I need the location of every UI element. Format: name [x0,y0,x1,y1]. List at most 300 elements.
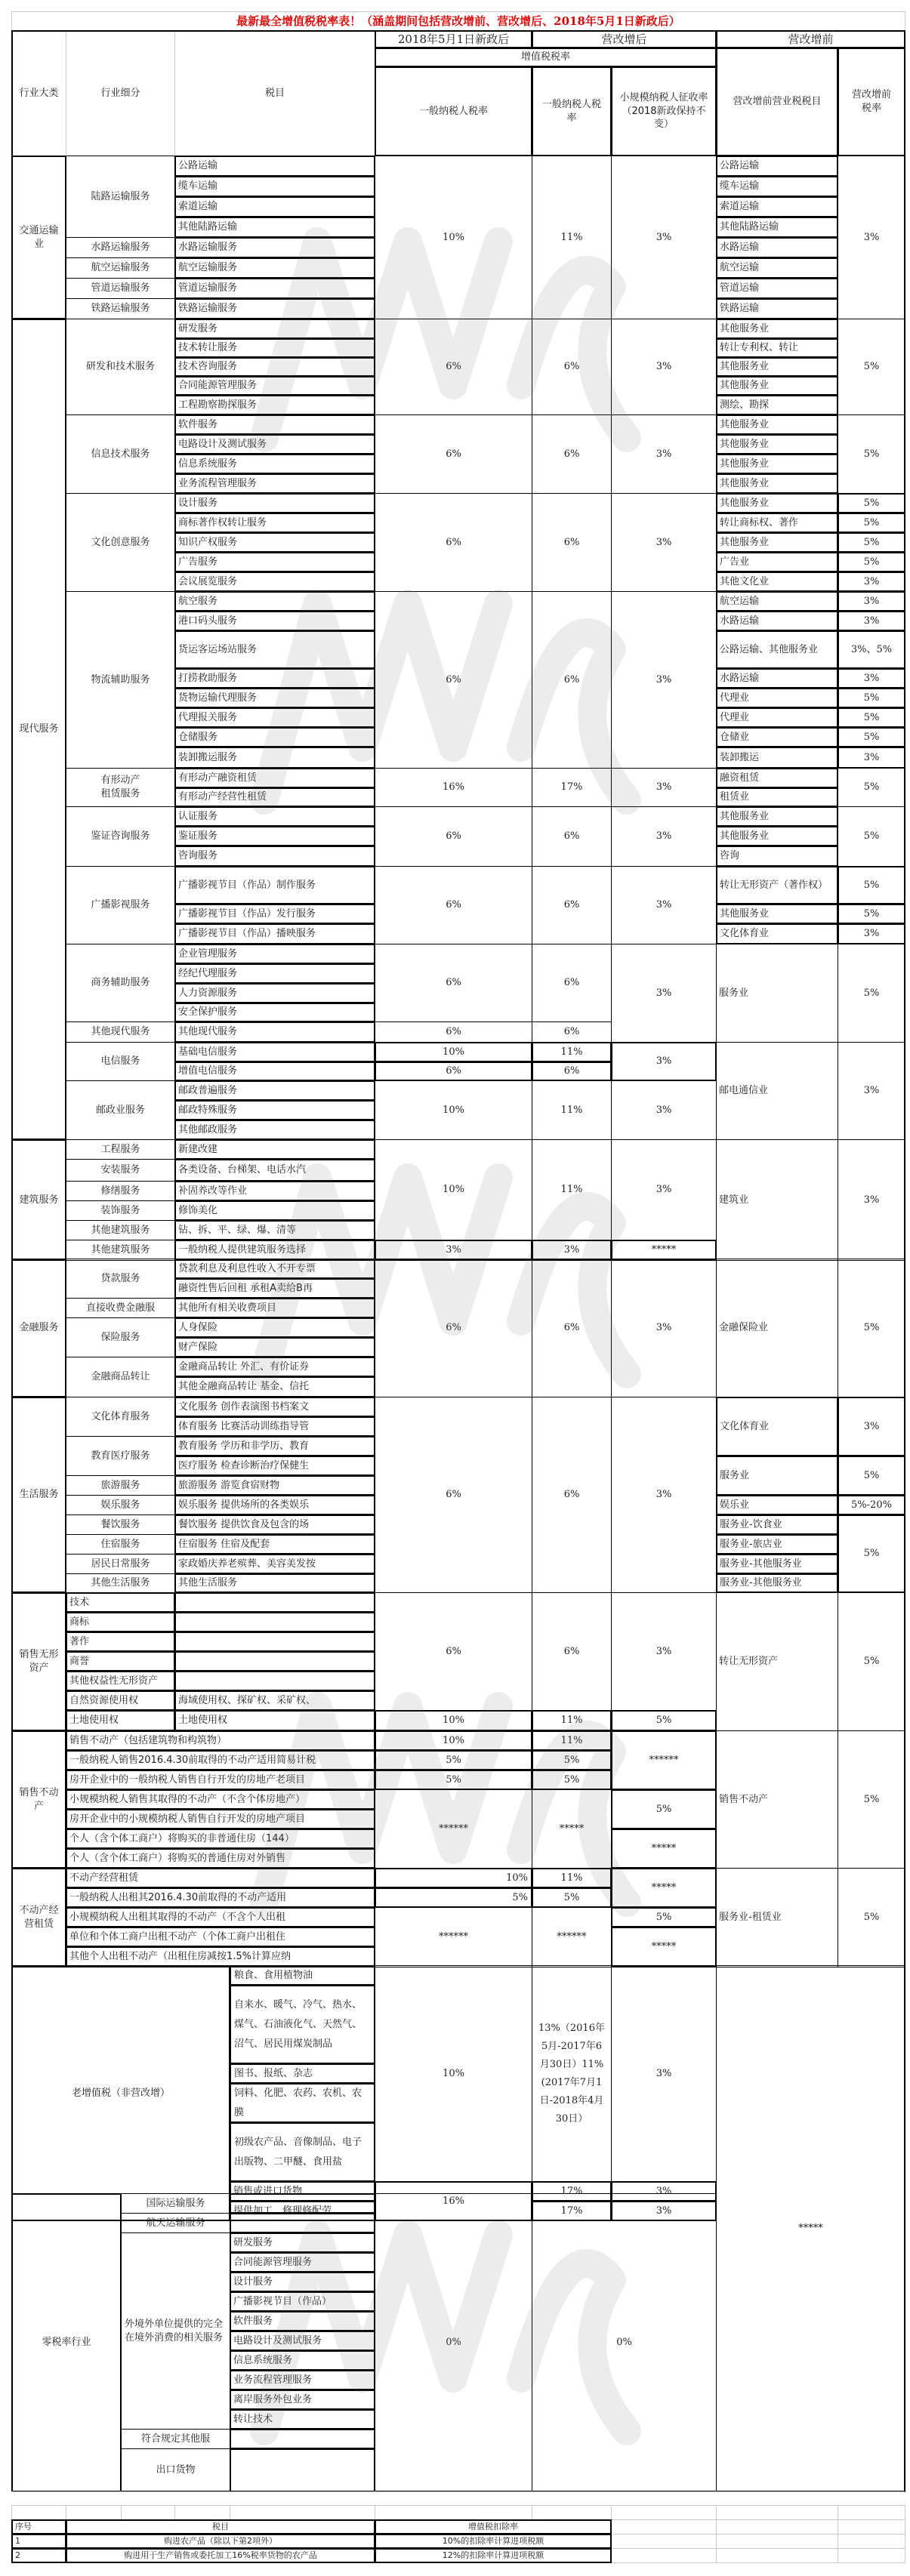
item-cell: 新建改建 [174,1139,375,1160]
rate-after: 0% [532,2193,717,2492]
item-cell: 知识产权服务 [174,532,375,553]
before-item: 其他服务业 [716,434,838,454]
rate-new: 6% [375,319,532,415]
before-rate: 3% [838,923,905,944]
rate-small: 5% [611,1710,717,1731]
before-rate: 5% [838,532,905,553]
item-cell: 钻、拆、平、绿、爆、清等 [174,1220,375,1240]
grid-line [611,2505,612,2519]
rate-small: ***** [611,1829,717,1869]
item-cell: 房开企业中的一般纳税人销售自行开发的房地产老项目 [66,1770,375,1790]
before-rate: 3% [838,668,905,689]
item-cell: 商标 [66,1612,175,1632]
before-rate: 3% [838,156,905,319]
rate-small: 5% [611,1907,717,1927]
rate-small: 3% [611,944,717,1043]
before-rate: 3% [838,1139,905,1261]
sub-cell: 航天运输服务 [121,2213,230,2233]
before-rate: 3% [838,1042,905,1140]
item-cell: 基础电信服务 [174,1042,375,1062]
before-item: 租赁业 [716,787,838,807]
item-cell: 信息系统服务 [174,454,375,474]
before-item: 邮电通信业 [716,1042,838,1140]
before-rate: 5% [838,688,905,708]
sub-cell: 研发和技术服务 [66,319,175,415]
before-item: 服务业-旅店业 [716,1534,838,1555]
rate-small: 3% [611,866,717,944]
rate-new: 6% [375,1021,532,1043]
rate-new: 5% [375,1887,532,1908]
item-cell: 鉴证服务 [174,826,375,846]
before-item: 测绘、勘探 [716,395,838,415]
rate-after: 11% [532,1710,612,1731]
item-cell: 合同能源管理服务 [174,376,375,396]
before-item: 公路运输 [716,156,838,177]
item-cell [230,2429,375,2449]
sub-cell: 物流辅助服务 [66,591,175,769]
sub-cell: 其他建筑服务 [66,1220,175,1240]
sub-cell: 娱乐服务 [66,1495,175,1515]
item-cell: 一般纳税人提供建筑服务选择 [174,1240,375,1261]
item-cell: 不动产经营租赁 [66,1868,375,1888]
item-cell: 人力资源服务 [174,983,375,1003]
before-rate: 3% [838,1397,905,1456]
before-item: 仓储业 [716,727,838,747]
before-rate: 5%-20% [838,1495,905,1515]
rate-new: ****** [375,1789,532,1869]
item-cell: 销售不动产（包括建筑物和构筑物） [66,1730,375,1751]
page-title: 最新最全增值税税率表！（涵盖期间包括营改增前、营改增后、2018年5月1日新政后） [11,11,905,31]
item-cell: 电路设计及测试服务 [230,2331,375,2351]
before-item: 其他服务业 [716,414,838,435]
item-cell: 家政婚庆养老殡葬、美容美发按 [174,1554,375,1574]
footnote-index: 1 [11,2534,66,2549]
footnote-header-rate: 增值税扣除率 [375,2519,612,2534]
before-rate: 5% [838,944,905,1043]
before-item: 水路运输 [716,237,838,258]
rate-small: 3% [611,2181,717,2202]
item-cell: 补固养改等作业 [174,1181,375,1201]
sub-cell: 其他生活服务 [66,1573,175,1593]
item-cell: 商标著作权转让服务 [174,513,375,533]
grid-line [11,2505,12,2519]
rate-new: 6% [375,1062,532,1081]
industry-modern-services: 现代服务 [11,319,66,1140]
rate-after: 11% [532,1139,612,1240]
item-cell: 公路运输 [174,156,375,177]
item-cell: 航空服务 [174,591,375,612]
sub-cell: 居民日常服务 [66,1554,175,1574]
industry-life-services: 生活服务 [11,1397,66,1593]
rate-after: ****** [532,1907,612,1967]
before-item: 索道运输 [716,196,838,217]
before-rate: 5% [838,552,905,572]
item-cell: 粮食、食用植物油 [230,1965,375,1986]
item-cell: 索道运输 [174,196,375,217]
item-cell: 提供加工、修理修配劳 [230,2201,375,2221]
rate-new: 6% [375,591,532,769]
before-item: 其他服务业 [716,904,838,924]
before-item: 咨询 [716,846,838,867]
item-cell: 设计服务 [174,493,375,513]
rate-after: 13%（2016年5月-2017年6月30日）11%(2017年7月1日-2018年4月30日） [532,1965,612,2182]
sub-label: 租赁服务 [100,788,140,800]
item-cell: 业务流程管理服务 [174,473,375,494]
before-rate: 5% [838,1592,905,1731]
rate-small: 3% [611,493,717,592]
rate-new: 6% [375,1592,532,1711]
grid-line [121,2505,122,2519]
item-cell: 货物运输代理服务 [174,688,375,708]
rate-new: ****** [375,1907,532,1967]
sub-cell: 文化创意服务 [66,493,175,592]
rate-small: 3% [611,1965,717,2182]
item-cell [230,2193,375,2214]
item-cell: 货运客运场站服务 [174,630,375,669]
item-cell [230,2213,375,2233]
before-item: 转让无形资产（著作权） [716,866,838,904]
rate-new: 16% [375,2181,532,2221]
item-cell: 一般纳税人销售2016.4.30前取得的不动产适用简易计税 [66,1750,375,1770]
header-small-scale-rate: 小规模纳税人征收率（2018新政保持不变） [611,66,717,156]
item-detail [174,1651,375,1672]
before-item: 金融保险业 [716,1259,838,1397]
header-item: 税目 [174,30,375,156]
sub-cell: 外境外单位提供的完全在境外消费的相关服务 [121,2232,230,2430]
item-cell: 管道运输服务 [174,278,375,299]
sub-cell: 金融商品转让 [66,1357,175,1397]
item-cell: 合同能源管理服务 [230,2252,375,2272]
item-detail [174,1612,375,1632]
item-cell: 信息系统服务 [230,2350,375,2371]
item-cell: 转让技术 [230,2409,375,2430]
rate-new: 6% [375,944,532,1022]
sub-cell: 教育医疗服务 [66,1436,175,1476]
item-cell: 软件服务 [230,2311,375,2331]
header-after-reform: 营改增后 [532,30,717,48]
sub-cell: 其他现代服务 [66,1021,175,1043]
before-item: 融资租赁 [716,768,838,788]
sub-cell: 安装服务 [66,1159,175,1182]
footnote-item: 购进农产品（除以下第2项外） [66,2534,375,2549]
item-cell: 广播影视节目（作品） [230,2291,375,2312]
grid-line [716,2505,717,2519]
rate-small: 3% [611,1397,717,1593]
rate-new: 10% [375,156,532,319]
before-rate: 5% [838,904,905,924]
sub-cell: 保险服务 [66,1317,175,1357]
sub-cell: 信息技术服务 [66,414,175,494]
sub-cell: 广播影视服务 [66,866,175,944]
header-before-reform: 营改增前 [716,30,905,48]
before-rate: 5% [838,1514,905,1593]
item-cell: 认证服务 [174,806,375,827]
before-item: 文化体育业 [716,923,838,944]
before-item: 装卸搬运 [716,747,838,769]
header-subindustry: 行业细分 [66,30,175,156]
rate-small: 3% [611,2201,717,2221]
sub-cell: 商务辅助服务 [66,944,175,1022]
before-rate: 5% [838,866,905,904]
before-rate: 5% [838,414,905,494]
item-cell: 其他邮政服务 [174,1120,375,1140]
item-cell: 其他个人出租不动产（出租住房减按1.5%计算应纳 [66,1946,375,1967]
sub-cell: 工程服务 [66,1139,175,1160]
item-cell: 业务流程管理服务 [230,2370,375,2390]
item-cell: 邮政普遍服务 [174,1080,375,1101]
item-cell: 仓储服务 [174,727,375,747]
item-cell: 个人（含个体工商户）将购买的非普通住房（144） [66,1829,375,1849]
sub-cell: 其他建筑服务 [66,1240,175,1261]
header-new-policy: 2018年5月1日新政后 [375,30,532,48]
item-cell: 旅游服务 游览食宿财物 [174,1475,375,1496]
rate-new: 5% [375,1770,532,1790]
item-cell: 其他现代服务 [174,1021,375,1043]
rate-new: 3% [375,1240,532,1261]
rate-after: 17% [532,768,612,807]
rate-after: 6% [532,591,612,769]
before-rate: 3% [838,747,905,769]
rate-small: ***** [611,1240,717,1261]
before-item: 服务业-其他服务业 [716,1554,838,1574]
rate-small: 3% [611,768,717,807]
sub-cell: 邮政业服务 [66,1080,175,1140]
rate-new: 10% [375,1042,532,1062]
before-item: 销售不动产 [716,1730,838,1869]
before-rate: 5% [838,768,905,807]
header-general-rate-after: 一般纳税人税率 [532,66,612,156]
before-item: 水路运输 [716,611,838,631]
rate-after: 6% [532,866,612,944]
before-rate: 5% [838,727,905,747]
before-item: 代理业 [716,707,838,728]
rate-new: 6% [375,866,532,944]
item-cell: 饲料、化肥、农药、农机、农膜 [230,2083,375,2123]
before-item: 其他陆路运输 [716,217,838,238]
item-cell: 软件服务 [174,414,375,435]
before-merged: ***** [716,1965,905,2492]
item-cell: 其他生活服务 [174,1573,375,1593]
item-cell: 工程勘察勘探服务 [174,395,375,415]
sub-cell: 电信服务 [66,1042,175,1081]
rate-after: 6% [532,806,612,867]
before-item: 服务业 [716,1456,838,1496]
before-rate: 5% [838,806,905,867]
before-item: 其他服务业 [716,454,838,474]
sub-cell: 符合规定其他服 [121,2429,230,2449]
before-item: 管道运输 [716,278,838,299]
grid-line [716,2519,717,2562]
before-item: 服务业-其他服务业 [716,1573,838,1593]
item-cell: 土地使用权 [66,1710,175,1731]
rate-new: 10% [375,1730,532,1751]
before-item: 服务业-租赁业 [716,1868,838,1967]
item-cell: 单位和个体工商户出租不动产（个体工商户出租住 [66,1927,375,1947]
item-cell: 财产保险 [174,1337,375,1357]
before-item: 建筑业 [716,1139,838,1261]
item-cell: 商誉 [66,1651,175,1672]
sub-cell: 住宿服务 [66,1534,175,1555]
item-cell: 人身保险 [174,1317,375,1338]
rate-after: 6% [532,1259,612,1397]
rate-new: 6% [375,806,532,867]
before-item: 服务业-饮食业 [716,1514,838,1535]
rate-new: 10% [375,1139,532,1240]
item-cell: 广播影视节目（作品）播映服务 [174,923,375,944]
rate-new: 16% [375,768,532,807]
before-rate: 3% [838,572,905,592]
before-rate: 5% [838,1868,905,1967]
item-cell: 企业管理服务 [174,944,375,964]
item-cell: 修饰美化 [174,1200,375,1221]
rate-after: 6% [532,319,612,415]
footnote-header-index: 序号 [11,2519,66,2534]
industry-zero-rate: 零税率行业 [11,2193,122,2492]
item-cell: 娱乐服务 提供场所的各类娱乐 [174,1495,375,1515]
item-cell: 广播影视节目（作品）制作服务 [174,866,375,904]
header-general-rate-new: 一般纳税人税率 [375,66,532,156]
rate-after: 17% [532,2181,612,2202]
item-cell: 医疗服务 检查诊断治疗保健生 [174,1456,375,1476]
before-item: 其他文化业 [716,572,838,592]
item-cell: 技术咨询服务 [174,357,375,377]
item-cell: 体育服务 比赛活动训练指导管 [174,1416,375,1437]
item-cell: 离岸服务外包业务 [230,2390,375,2410]
rate-new: 6% [375,493,532,592]
item-cell: 其他金融商品转让 基金、信托 [174,1376,375,1397]
before-item: 航空运输 [716,591,838,612]
before-item: 服务业 [716,944,838,1043]
before-item: 缆车运输 [716,176,838,197]
sub-cell: 贷款服务 [66,1259,175,1299]
before-rate: 3% [838,591,905,612]
rate-new: 6% [375,414,532,494]
sub-cell: 直接收费金融服 [66,1298,175,1318]
before-rate: 5% [838,513,905,533]
item-cell: 广告服务 [174,552,375,572]
item-cell: 各类设备、台梯架、电话水汽 [174,1159,375,1182]
rate-small: 3% [611,1259,717,1397]
item-detail [174,1671,375,1691]
header-before-rate: 营改增前税率 [838,48,905,156]
item-cell: 初级农产品、音像制品、电子出版物、二甲醚、食用盐 [230,2122,375,2182]
before-item: 其他服务业 [716,826,838,846]
sub-cell: 国际运输服务 [121,2193,230,2214]
item-cell: 会议展览服务 [174,572,375,592]
footnote-header-item: 税目 [66,2519,375,2534]
footnote-index: 2 [11,2548,66,2563]
item-cell: 技术 [66,1592,175,1613]
rate-after: ***** [532,1789,612,1869]
rate-small: 3% [611,414,717,494]
rate-after: 11% [532,156,612,319]
rate-new: 10% [375,1965,532,2182]
rate-after: 11% [532,1868,612,1888]
item-cell: 邮政特殊服务 [174,1100,375,1120]
item-cell: 房开企业中的小规模纳税人销售自行开发的房地产项目 [66,1809,375,1829]
footnote-rate: 10%的扣除率计算进项税额 [375,2534,612,2549]
header-before-item: 营改增前营业税税目 [716,48,838,156]
rate-after: 3% [532,1240,612,1261]
sub-cell: 铁路运输服务 [66,298,175,319]
item-cell: 其他所有相关收费项目 [174,1298,375,1318]
item-cell: 图书、报纸、杂志 [230,2063,375,2084]
sub-cell: 水路运输服务 [66,237,175,258]
item-cell: 文化服务 创作表演图书档案文 [174,1397,375,1417]
before-item: 水路运输 [716,668,838,689]
item-cell: 研发服务 [230,2232,375,2253]
item-cell: 缆车运输 [174,176,375,197]
rate-small: 3% [611,1042,717,1081]
before-item: 其他服务业 [716,357,838,377]
before-item: 其他服务业 [716,473,838,494]
before-item: 文化体育业 [716,1397,838,1456]
grid-line [11,2505,905,2506]
before-rate: 5% [838,319,905,415]
item-cell: 咨询服务 [174,846,375,867]
item-cell: 经纪代理服务 [174,963,375,984]
before-item: 娱乐业 [716,1495,838,1515]
item-cell: 代理报关服务 [174,707,375,728]
item-cell: 电路设计及测试服务 [174,434,375,454]
item-cell: 设计服务 [230,2272,375,2292]
rate-small: ***** [611,1927,717,1967]
item-detail: 海域使用权、探矿权、采矿权、 [174,1690,375,1711]
before-item: 航空运输 [716,257,838,279]
item-cell: 技术转让服务 [174,338,375,358]
industry-finance: 金融服务 [11,1259,66,1397]
sub-cell: 文化体育服务 [66,1397,175,1437]
rate-after: 6% [532,944,612,1022]
item-cell: 个人（含个体工商户）将购买的普通住房对外销售 [66,1848,375,1869]
before-item: 代理业 [716,688,838,708]
rate-after: 6% [532,414,612,494]
item-cell: 住宿服务 住宿及配套 [174,1534,375,1555]
item-cell: 销售或进口货物 [230,2181,375,2202]
item-cell: 餐饮服务 提供饮食及包含的场 [174,1514,375,1535]
rate-small: ****** [611,1730,717,1790]
grid-line [11,2491,905,2492]
before-item: 铁路运输 [716,298,838,319]
sub-cell: 餐饮服务 [66,1514,175,1535]
before-item: 公路运输、其他服务业 [716,630,838,669]
industry-intangibles: 销售无形资产 [11,1592,66,1731]
before-rate: 5% [838,1456,905,1496]
item-cell: 教育服务 学历和非学历、教育 [174,1436,375,1456]
grid-line [174,2505,175,2519]
item-cell: 其他陆路运输 [174,217,375,238]
rate-small: 5% [611,1789,717,1829]
rate-new: 10% [375,1080,532,1140]
rate-small: 3% [611,1139,717,1240]
rate-after: 11% [532,1730,612,1751]
item-cell: 自来水、暖气、冷气、热水、煤气、石油液化气、天然气、沼气、居民用煤炭制品 [230,1985,375,2064]
rate-small: 3% [611,806,717,867]
footnote-item: 购进用于生产销售或委托加工16%税率货物的农产品 [66,2548,375,2563]
rate-small: ***** [611,1868,717,1908]
rate-after: 11% [532,1080,612,1140]
sub-cell: 航空运输服务 [66,257,175,279]
item-cell: 其他权益性无形资产 [66,1671,175,1691]
before-item: 转让无形资产 [716,1592,838,1731]
item-cell: 有形动产融资租赁 [174,768,375,788]
item-cell: 港口码头服务 [174,611,375,631]
item-cell: 有形动产经营性租赁 [174,787,375,807]
sub-cell: 装饰服务 [66,1200,175,1221]
industry-real-estate-sales: 销售不动产 [11,1730,66,1869]
item-detail [174,1592,375,1613]
before-item: 其他服务业 [716,806,838,827]
